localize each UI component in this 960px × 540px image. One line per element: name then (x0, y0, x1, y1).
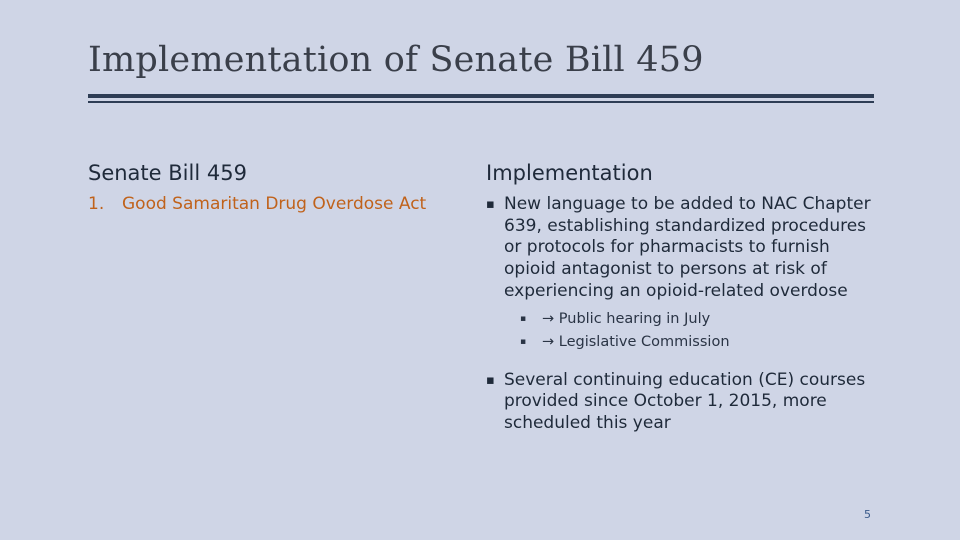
page-number: 5 (864, 508, 871, 521)
sub-bullet-text: Public hearing in July (558, 310, 711, 327)
arrow-right-icon: → (542, 310, 555, 327)
right-column-heading: Implementation (486, 161, 653, 185)
square-bullet-icon: ▪ (520, 336, 527, 347)
list-item-text: Good Samaritan Drug Overdose Act (122, 194, 427, 214)
sub-bullet-item (486, 308, 876, 331)
left-list-item (88, 194, 426, 214)
title-divider-thick (88, 94, 874, 98)
square-bullet-icon: ▪ (520, 313, 527, 324)
list-number: 1. (88, 194, 105, 214)
title-divider-thin (88, 101, 874, 103)
sub-bullet-list (486, 308, 876, 354)
left-column-heading: Senate Bill 459 (88, 161, 247, 185)
bullet-item (486, 370, 876, 435)
square-bullet-icon: ▪ (486, 197, 495, 212)
bullet-text: New language to be added to NAC Chapter 639, establishing standardized procedures or protocols for pharmacists to furnish opioid antagonist to persons at risk of experiencing an opioid-related overdose (504, 194, 871, 301)
implementation-bullets (486, 194, 876, 435)
sub-bullet-item (486, 331, 876, 354)
arrow-right-icon: → (542, 333, 555, 350)
bullet-item (486, 194, 876, 303)
slide-title: Implementation of Senate Bill 459 (88, 40, 704, 80)
square-bullet-icon: ▪ (486, 372, 495, 388)
sub-bullet-text: Legislative Commission (558, 333, 730, 350)
bullet-text: Several continuing education (CE) courses provided since October 1, 2015, more scheduled this year (504, 369, 866, 433)
